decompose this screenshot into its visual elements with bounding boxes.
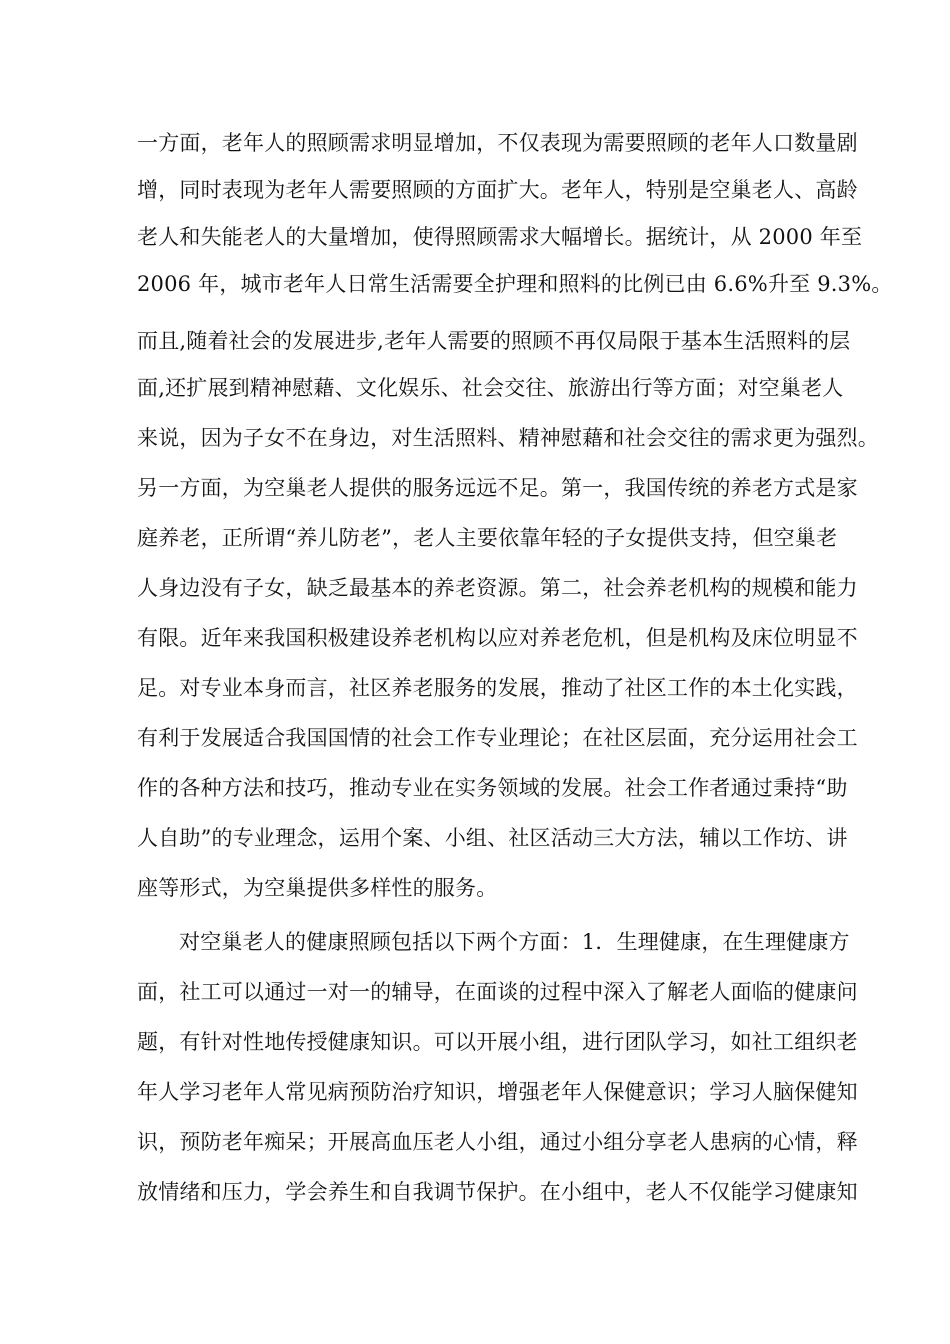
paragraph-line: 而且,随着社会的发展进步,老年人需要的照顾不再仅局限于基本生活照料的层 [137, 329, 851, 353]
paragraph-line: 人自助”的专业理念，运用个案、小组、社区活动三大方法，辅以工作坊、讲 [137, 826, 848, 850]
paragraph-line: 另一方面，为空巢老人提供的服务远远不足。第一，我国传统的养老方式是家 [137, 476, 858, 500]
paragraph-line: 题，有针对性地传授健康知识。可以开展小组，进行团队学习，如社工组织老 [137, 1030, 858, 1054]
paragraph-line: 对空巢老人的健康照顾包括以下两个方面：1．生理健康，在生理健康方 [179, 930, 850, 954]
paragraph-line: 增，同时表现为老年人需要照顾的方面扩大。老年人，特别是空巢老人、高龄 [137, 178, 858, 202]
paragraph-line: 庭养老，正所谓“养儿防老”，老人主要依靠年轻的子女提供支持，但空巢老 [137, 526, 838, 550]
paragraph-line: 作的各种方法和技巧，推动专业在实务领域的发展。社会工作者通过秉持“助 [137, 776, 848, 800]
paragraph-line: 足。对专业本身而言，社区养老服务的发展，推动了社区工作的本土化实践， [137, 676, 858, 700]
paragraph-line: 有利于发展适合我国国情的社会工作专业理论；在社区层面，充分运用社会工 [137, 726, 858, 750]
paragraph-line: 识，预防老年痴呆；开展高血压老人小组，通过小组分享老人患病的心情，释 [137, 1130, 858, 1154]
paragraph-line: 人身边没有子女，缺乏最基本的养老资源。第二，社会养老机构的规模和能力 [137, 576, 858, 600]
paragraph-line: 面,还扩展到精神慰藉、文化娱乐、社会交往、旅游出行等方面；对空巢老人 [137, 376, 844, 400]
paragraph-line: 座等形式，为空巢提供多样性的服务。 [137, 876, 498, 900]
paragraph-line: 有限。近年来我国积极建设养老机构以应对养老危机，但是机构及床位明显不 [137, 626, 858, 650]
paragraph-line: 年人学习老年人常见病预防治疗知识，增强老年人保健意识；学习人脑保健知 [137, 1080, 858, 1104]
paragraph-line: 放情绪和压力，学会养生和自我调节保护。在小组中，老人不仅能学习健康知 [137, 1180, 858, 1204]
paragraph-line: 面，社工可以通过一对一的辅导，在面谈的过程中深入了解老人面临的健康问 [137, 980, 858, 1004]
paragraph-line: 一方面，老年人的照顾需求明显增加，不仅表现为需要照顾的老年人口数量剧 [137, 131, 858, 155]
paragraph-line: 来说，因为子女不在身边，对生活照料、精神慰藉和社会交往的需求更为强烈。 [137, 426, 879, 450]
paragraph-line: 2006 年，城市老年人日常生活需要全护理和照料的比例已由 6.6%升至 9.3%。 [137, 272, 893, 296]
paragraph-line: 老人和失能老人的大量增加，使得照顾需求大幅增长。据统计，从 2000 年至 [137, 225, 863, 249]
